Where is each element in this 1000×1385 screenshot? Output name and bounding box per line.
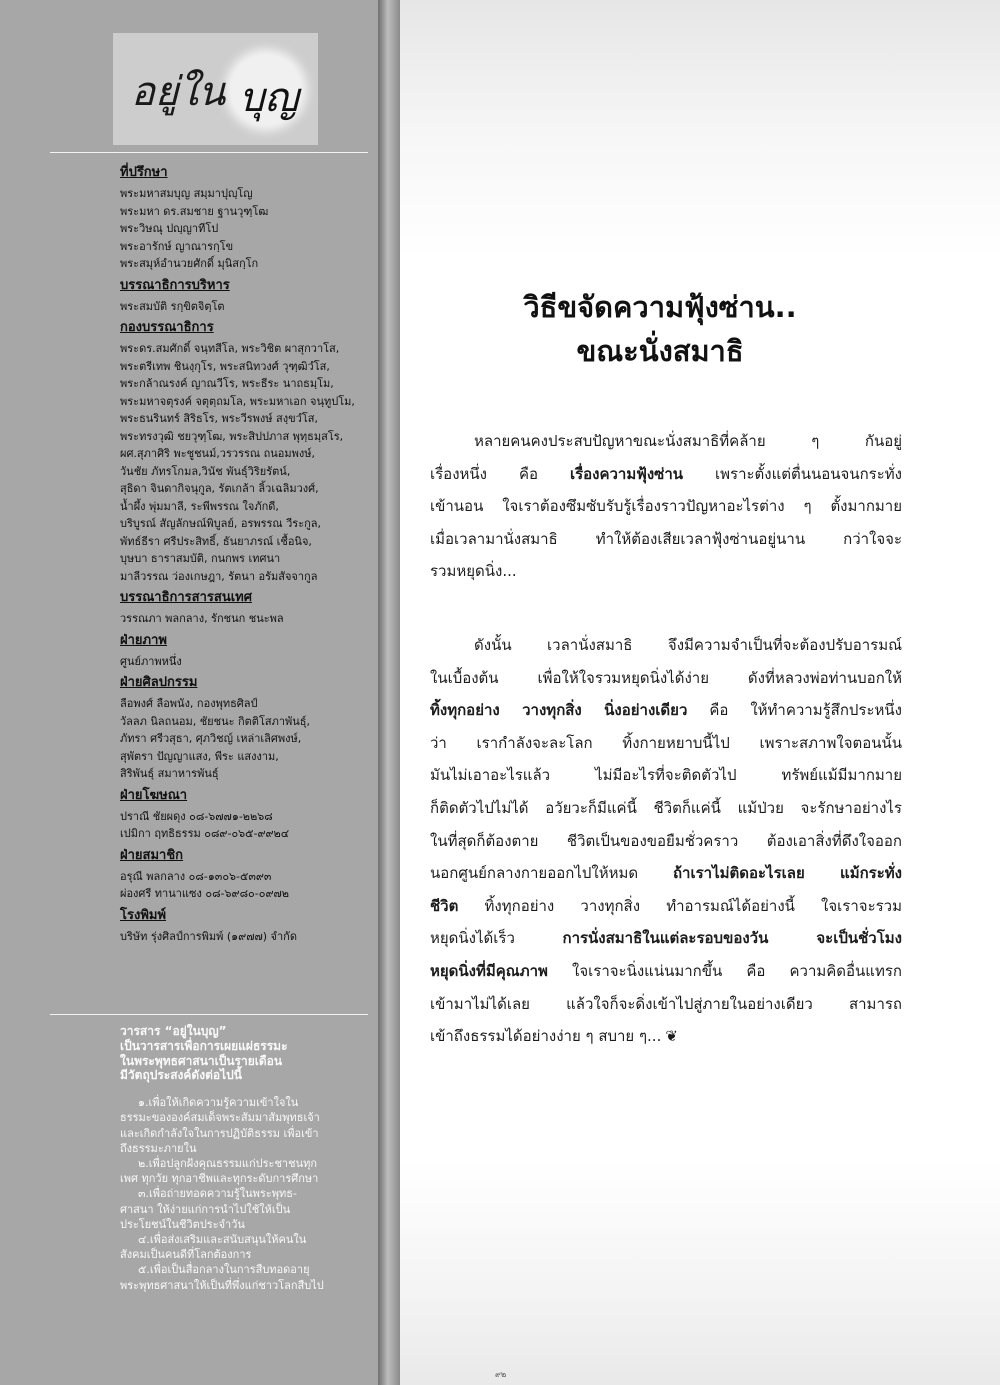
- text-line: เข้าถึงธรรมได้อย่างง่าย ๆ สบาย ๆ... ❦: [430, 1020, 902, 1053]
- magazine-mission: [120, 1024, 368, 1293]
- text-line: หยุดนิ่งที่มีคุณภาพ ใจเราจะนิ่งแน่นมากขึ้น คือ ความคิดอื่นแทรก: [430, 961, 902, 980]
- mission-item: ๓.เพื่อถ่ายทอดความรู้ในพระพุทธ-: [138, 1187, 297, 1201]
- credit-name: บริษัท รุ่งศิลป์การพิมพ์ (๑๙๗๗) จำกัด: [120, 929, 297, 943]
- mission-items: [120, 1095, 368, 1293]
- text-line: หยุดนิ่งได้เร็ว การนั่งสมาธิในแต่ละรอบของวัน จะเป็นชั่วโมง: [430, 929, 902, 948]
- mission-intro-line: ในพระพุทธศาสนาเป็นรายเดือน: [120, 1053, 283, 1068]
- emphasis: หยุดนิ่งที่มีคุณภาพ: [430, 961, 548, 980]
- credit-name: พระดร.สมศักดิ์ จนฺทสีโล, พระวิชิต ผาสุกวาโส,: [120, 342, 340, 355]
- credits-names: [120, 185, 370, 273]
- mission-item-line: และเกิดกำลังใจในการปฏิบัติธรรม เพื่อเข้า: [120, 1126, 319, 1140]
- logo-text-left: อยู่ใน: [131, 69, 226, 115]
- credit-name: พัทธ์ธีรา ศรีประสิทธิ์, ธันยาภรณ์ เชื้อนิจ,: [120, 534, 312, 548]
- credits-section-title: ฝ่ายสมาชิก: [120, 847, 184, 863]
- text-line: มันไม่เอาอะไรแล้ว ไม่มีอะไรที่จะติดตัวไป ทรัพย์แม้มีมากมาย: [430, 766, 902, 785]
- credit-name: ผศ.สุภาศิริ พะชูชนม์,วรวรรณ ถนอมพงษ์,: [120, 447, 315, 460]
- title-line: ขณะนั่งสมาธิ: [576, 334, 744, 368]
- text-line: นอกศูนย์กลางกายออกไปให้หมด ถ้าเราไม่ติดอะไรเลย แม้กระทั่ง: [430, 864, 902, 883]
- credits-list: [120, 160, 370, 948]
- credits-section-title: ฝ่ายศิลปกรรม: [120, 675, 198, 690]
- emphasis: การนั่งสมาธิในแต่ละรอบของวัน จะเป็นชั่วโมง: [562, 929, 902, 948]
- credit-name: พระสมบัติ รกฺขิตจิตฺโต: [120, 299, 225, 313]
- text-line: เข้านอน ใจเราต้องซึมซับรับรู้เรื่องราวปัญหาอะไรต่าง ๆ ตั้งมากมาย: [430, 497, 902, 516]
- credit-name: อรุณี พลกลาง ๐๘-๑๓๐๖-๕๓๙๓: [120, 869, 272, 883]
- sidebar: [0, 0, 378, 1385]
- credits-names: [120, 808, 370, 843]
- credit-name: มาลีวรรณ ว่องเกษฎา, รัตนา อรัมสัจจากูล: [120, 569, 318, 583]
- text-line: ดังนั้น เวลานั่งสมาธิ จึงมีความจำเป็นที่จะต้องปรับอารมณ์: [474, 636, 902, 654]
- text-line: รวมหยุดนิ่ง...: [430, 562, 517, 581]
- credit-name: วัลลภ นิลถนอม, ชัยชนะ กิตติโสภาพันธุ์,: [120, 714, 310, 728]
- mission-item-line: พระพุทธศาสนาให้เป็นที่พึ่งแก่ชาวโลกสืบไป: [120, 1278, 324, 1292]
- mission-item-line: ศาสนา ให้ง่ายแก่การนำไปใช้ให้เป็น: [120, 1202, 291, 1216]
- credits-names: [120, 868, 370, 903]
- credits-section-title: บรรณาธิการสารสนเทศ: [120, 590, 252, 605]
- credit-name: พระธนรินทร์ สิริธโร, พระวีรพงษ์ สงฺขวํโส,: [120, 412, 318, 425]
- text-line: เมื่อเวลามานั่งสมาธิ ทำให้ต้องเสียเวลาฟุ้งซ่านอยู่นาน กว่าใจจะ: [430, 529, 902, 548]
- credit-name: พระทรงวุฒิ ชยวุฑฺโฒ, พระสิปปภาส พุทฺธมฺสโร,: [120, 429, 344, 443]
- logo-text-right: บุญ: [239, 75, 299, 121]
- magazine-logo: [113, 33, 318, 145]
- title-line: วิธีขจัดความฟุ้งซ่าน..: [523, 290, 797, 324]
- text-line: ว่า เรากำลังจะละโลก ทิ้งกายหยาบนี้ไป เพราะสภาพใจตอนนั้น: [430, 733, 902, 752]
- text-line: หลายคนคงประสบปัญหาขณะนั่งสมาธิที่คล้าย ๆ กันอยู่: [474, 432, 902, 450]
- credit-name: เปมิกา ฤทธิธรรม ๐๘๙-๐๖๕-๙๙๒๔: [120, 827, 290, 840]
- credits-names: [120, 653, 370, 671]
- credit-name: บุษบา ธาราสมบัติ, กนกพร เทศนา: [120, 552, 281, 565]
- credit-name: พระมหา ดร.สมชาย ฐานวุฑฺโฒ: [120, 204, 269, 218]
- text-line: ชีวิต ทิ้งทุกอย่าง วางทุกสิ่ง ทำอารมณ์ได้อย่างนี้ ใจเราจะรวม: [430, 896, 902, 915]
- credits-section-title: บรรณาธิการบริหาร: [120, 277, 230, 293]
- credit-name: ศูนย์ภาพหนึ่ง: [120, 654, 182, 668]
- credits-section-title: ฝ่ายโฆษณา: [120, 787, 188, 803]
- credit-name: ลือพงศ์ ลือพนัง, กองพุทธศิลป์: [120, 697, 258, 710]
- emphasis: เรื่องความฟุ้งซ่าน: [569, 464, 684, 483]
- emphasis: ชีวิต: [430, 896, 459, 915]
- text-line: ในเบื้องต้น เพื่อให้ใจรวมหยุดนิ่งได้ง่าย ดังที่หลวงพ่อท่านบอกให้: [430, 668, 902, 687]
- credits-names: [120, 298, 370, 316]
- mission-item-line: ประโยชน์ในชีวิตประจำวัน: [120, 1217, 245, 1231]
- emphasis: ถ้าเราไม่ติดอะไรเลย แม้กระทั่ง: [672, 864, 902, 883]
- mission-item: ๔.เพื่อส่งเสริมและสนับสนุนให้คนใน: [138, 1233, 307, 1247]
- credits-section-title: ฝ่ายภาพ: [120, 632, 167, 648]
- text-line: เรื่องหนึ่ง คือ เรื่องความฟุ้งซ่าน เพราะตั้งแต่ตื่นนอนจนกระทั่ง: [430, 464, 902, 483]
- credit-name: ภัทรา ศรีวสุธา, ศุภวิชญ์ เหล่าเลิศพงษ์,: [120, 732, 302, 745]
- credits-section-title: กองบรรณาธิการ: [120, 320, 214, 335]
- credit-name: พระมหาสมบุญ สมฺมาปุญฺโญ: [120, 187, 253, 200]
- credit-name: วันชัย ภัทรโกมล,วินัช พันธุ์วิริยรัตน์,: [120, 464, 291, 478]
- text-line: ก็ติดตัวไปไม่ได้ อวัยวะก็มีแค่นี้ ชีวิตก็แค่นี้ แม้ป่วย จะรักษาอย่างไร: [430, 798, 902, 817]
- mission-item: ๑.เพื่อให้เกิดความรู้ความเข้าใจใน: [138, 1096, 299, 1110]
- credit-name: พระวิษณุ ปญฺญาทีโป: [120, 222, 219, 235]
- mission-intro-line: มีวัตถุประสงค์ดังต่อไปนี้: [120, 1068, 242, 1083]
- credit-name: พระอารักษ์ ญาณารกฺโข: [120, 239, 234, 253]
- article-paragraph: [430, 629, 902, 1053]
- mission-item-line: สังคมเป็นคนดีที่โลกต้องการ: [120, 1248, 252, 1262]
- credits-names: [120, 928, 370, 946]
- credit-name: สิริพันธุ์ สมาหารพันธุ์: [120, 767, 219, 780]
- mission-intro-line: เป็นวารสารเพื่อการเผยแผ่ธรรมะ: [120, 1038, 288, 1053]
- credit-name: ผ่องศรี ทานาแซง ๐๘-๖๙๘๐-๐๙๗๒: [120, 887, 290, 900]
- mission-item-line: ถึงธรรมะภายใน: [120, 1141, 197, 1155]
- credit-name: พระมหาจตุรงค์ จตุตฺถมโล, พระมหาเอก จนฺทูปโม,: [120, 394, 355, 408]
- article-title: [430, 285, 890, 373]
- credit-name: สุธิดา จินดากิจนุกูล, รัตเกล้า ลิ้วเฉลิมวงศ์,: [120, 482, 319, 495]
- credit-name: พระสมุห์อำนวยศักดิ์ มุนิสกฺโก: [120, 257, 259, 270]
- credit-name: พระกล้าณรงค์ ญาณวีโร, พระธีระ นาถธมฺโม,: [120, 377, 334, 390]
- mission-item: ๕.เพื่อเป็นสื่อกลางในการสืบทอดอายุ: [138, 1263, 310, 1277]
- page-number: ๙๒: [495, 1370, 507, 1379]
- credit-name: น้ำผึ้ง พุ่มมาลี, ระพีพรรณ ใจภักดี,: [120, 499, 279, 513]
- text-line: ทิ้งทุกอย่าง วางทุกสิ่ง นิ่งอย่างเดียว คือ ให้ทำความรู้สึกประหนึ่ง: [430, 701, 903, 720]
- text-line: ในที่สุดก็ต้องตาย ชีวิตเป็นของขอยืมชั่วคราว ต้องเอาสิ่งที่ดึงใจออก: [430, 831, 902, 850]
- credit-name: พระตรีเทพ ชินงฺกุโร, พระสนิทวงศ์ วุฑฺฒิวํโส,: [120, 359, 330, 373]
- credit-name: สุพัตรา ปัญญาแสง, พีระ แสงงาม,: [120, 749, 279, 763]
- credit-name: ปราณี ชัยผดุง ๐๘-๖๗๗๑-๒๒๖๘: [120, 809, 273, 823]
- leaf-end-mark-icon: ❦: [665, 1027, 678, 1046]
- page-gutter: [378, 0, 400, 1385]
- article-paragraph: [430, 425, 902, 588]
- credit-name: บริบูรณ์ สัญลักษณ์พิบูลย์, อรพรรณ วีระกูล,: [120, 517, 322, 530]
- credits-names: [120, 695, 370, 783]
- divider-line: [50, 1014, 368, 1015]
- mission-intro: [120, 1024, 368, 1083]
- mission-item: ๒.เพื่อปลูกฝังคุณธรรมแก่ประชาชนทุก: [138, 1157, 317, 1170]
- text-line: เข้ามาไม่ได้เลย แล้วใจก็จะดิ่งเข้าไปสู่ภายในอย่างเดียว สามารถ: [430, 994, 902, 1013]
- credit-name: วรรณภา พลกลาง, รักชนก ชนะพล: [120, 612, 284, 625]
- mission-intro-line: วารสาร “อยู่ในบุญ”: [120, 1024, 227, 1038]
- credits-section-title: โรงพิมพ์: [120, 907, 167, 923]
- mission-item-line: เพศ ทุกวัย ทุกอาชีพและทุกระดับการศึกษา: [120, 1172, 319, 1186]
- mission-item-line: ธรรมะขององค์สมเด็จพระสัมมาสัมพุทธเจ้า: [120, 1111, 320, 1125]
- credits-names: [120, 340, 370, 585]
- divider-line: [50, 152, 368, 153]
- credits-names: [120, 610, 370, 628]
- emphasis: ทิ้งทุกอย่าง วางทุกสิ่ง นิ่งอย่างเดียว: [430, 701, 688, 720]
- credits-section-title: ที่ปรึกษา: [120, 165, 168, 180]
